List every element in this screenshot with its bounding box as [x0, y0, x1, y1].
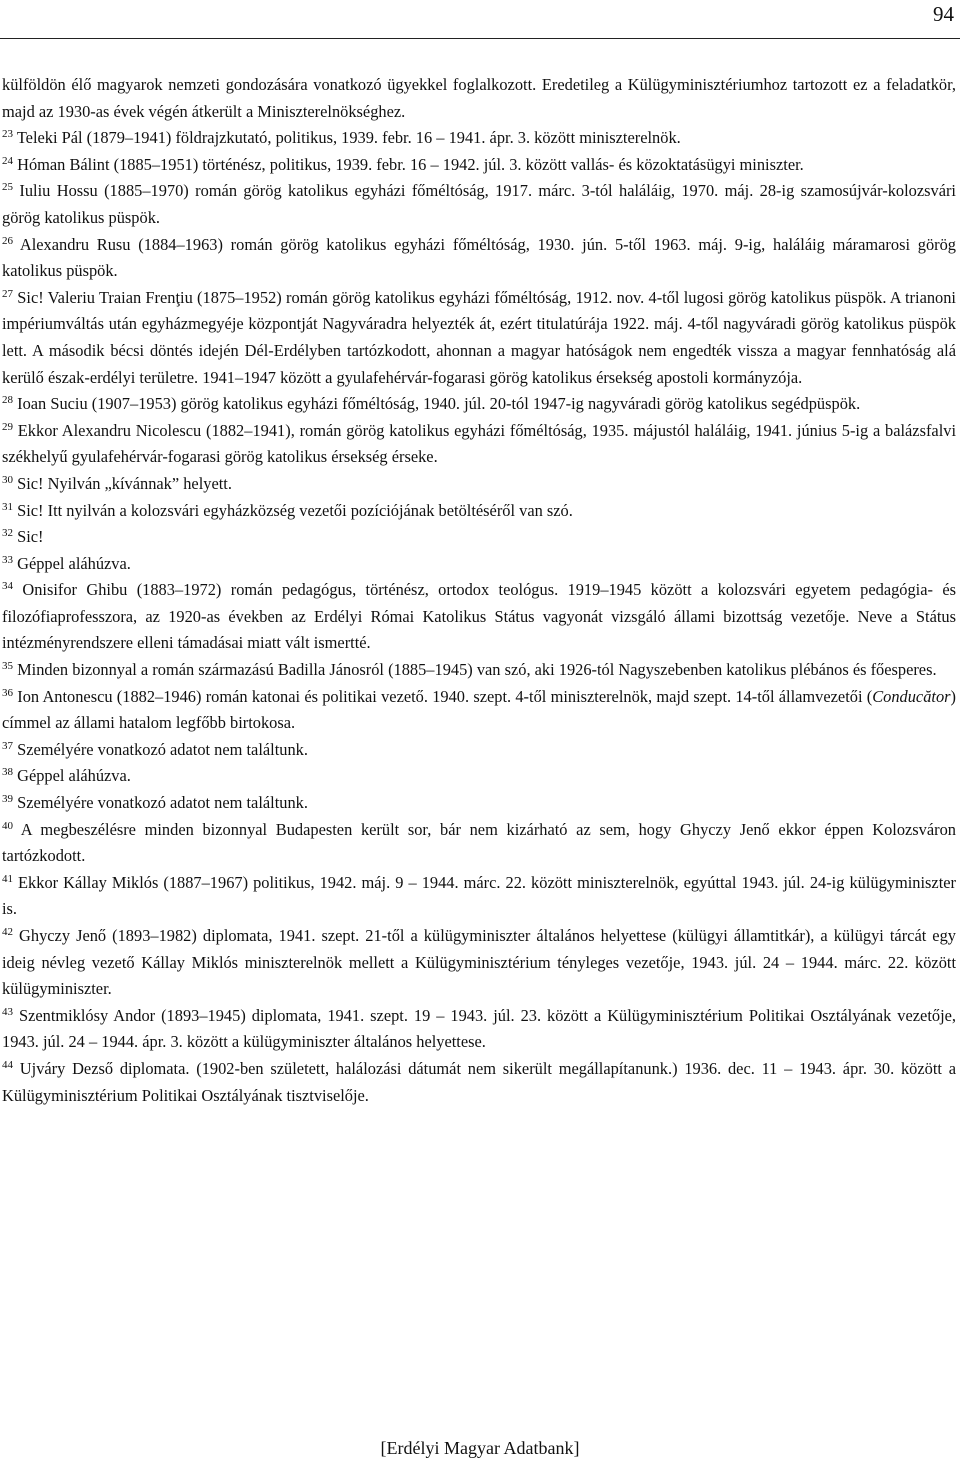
- footnote-number: 36: [2, 686, 13, 699]
- footnote-text: Személyére vonatkozó adatot nem találtunk.: [17, 739, 308, 759]
- footnote-number: 23: [2, 128, 13, 141]
- footnote: [2, 577, 956, 657]
- footnote-number: 29: [2, 420, 13, 433]
- footnote-text: Ion Antonescu (1882–1946) román katonai és politikai vezető. 1940. szept. 4-től miniszterelnök, majd szept. 14-től államvezetői (: [17, 686, 873, 706]
- footnote: [2, 551, 956, 578]
- footnote-number: 42: [2, 926, 13, 938]
- footnote-number: 40: [2, 819, 13, 832]
- footnote-text: Sic! Nyilván „kívánnak” helyett.: [17, 473, 232, 493]
- footnote: [2, 391, 956, 418]
- footnote-number: 24: [2, 154, 13, 167]
- footnote: [2, 684, 956, 737]
- footnote-number: 31: [2, 500, 13, 513]
- footnote-number: 33: [2, 553, 13, 566]
- footnote: [2, 1056, 956, 1109]
- footnote-text: Ioan Suciu (1907–1953) görög katolikus egyházi főméltóság, 1940. júl. 20-tól 1947-ig nagyváradi görög katolikus segédpüspök.: [17, 394, 861, 414]
- footnote-text: Sic!: [17, 527, 44, 547]
- footnote: [2, 125, 956, 152]
- footnote: [2, 790, 956, 817]
- footnote-text: Ghyczy Jenő (1893–1982) diplomata, 1941. szept. 21-től a külügyminiszter általános helyettese (külügyi államtitkár), a külügyi tárcát egy ideig névleg vezető Kállay Miklós miniszterelnök mellett a Külügyminisztérium tényleges vezetője, 1943. júl. 24 – 1944. márc. 22. között külügyminiszter.: [2, 926, 956, 999]
- footnote-number: 35: [2, 660, 13, 673]
- footnote: [2, 498, 956, 525]
- footnote-number: 44: [2, 1058, 13, 1071]
- footnote-text: A megbeszélésre minden bizonnyal Budapesten került sor, bár nem kizárható az sem, hogy Ghyczy Jenő ekkor éppen Kolozsváron tartózkodott.: [2, 819, 956, 866]
- footnote: [2, 524, 956, 551]
- footnote-number: 34: [2, 580, 13, 593]
- page-number: 94: [933, 2, 954, 26]
- footnote-number: 30: [2, 473, 13, 486]
- footnote-number: 37: [2, 739, 13, 752]
- footnote: [2, 471, 956, 498]
- footnote: [2, 870, 956, 923]
- footnote-text: Sic! Itt nyilván a kolozsvári egyházközség vezetői pozíciójának betöltéséről van szó.: [17, 500, 573, 520]
- footnote: [2, 152, 956, 179]
- footnote-number: 25: [2, 181, 13, 194]
- footnote: [2, 1003, 956, 1056]
- footnote: [2, 232, 956, 285]
- footnote-text: Iuliu Hossu (1885–1970) román görög katolikus egyházi főméltóság, 1917. márc. 3-tól haláláig, 1970. máj. 28-ig szamosújvár-kolozsvári görög katolikus püspök.: [2, 181, 956, 227]
- footnote-text: Ekkor Kállay Miklós (1887–1967) politikus, 1942. máj. 9 – 1944. márc. 22. között miniszterelnök, egyúttal 1943. júl. 24-ig külügyminiszter is.: [2, 872, 956, 919]
- footnote-number: 39: [2, 793, 13, 806]
- footnote-number: 43: [2, 1005, 13, 1018]
- footnote-text: Ujváry Dezső diplomata. (1902-ben született, halálozási dátumát nem sikerült megállapítanunk.) 1936. dec. 11 – 1943. ápr. 30. között a Külügyminisztérium Politikai Osztályának tisztviselője.: [2, 1058, 956, 1105]
- footnote-emphasis: Conducător: [872, 686, 951, 706]
- footnotes: [2, 72, 956, 1109]
- footnote: [2, 418, 956, 471]
- footnote-number: 41: [2, 872, 13, 885]
- footnote: [2, 285, 956, 391]
- footnote-text: Sic! Valeriu Traian Frenţiu (1875–1952) román görög katolikus egyházi főméltóság, 1912. nov. 4-től lugosi görög katolikus püspök. A trianoni impériumváltás után egyházmegyéje központját Nagyváradra helyezték át, ezért titulatúrája 1922. máj. 4-től nagyváradi görög katolikus püspök lett. A második bécsi döntés idején Dél-Erdélyben tartózkodott, ahonnan a magyar hatóságok nem engedték vissza a magyar fennhatóság alá kerülő észak-erdélyi területre. 1941–1947 között a gyulafehérvár-fogarasi görög katolikus érsekség apostoli kormányzója.: [2, 287, 956, 387]
- footnote-text: Minden bizonnyal a román származású Badilla Jánosról (1885–1945) van szó, aki 1926-tól Nagyszebenben katolikus plébános és főesperes.: [17, 660, 937, 680]
- footer-label: [Erdélyi Magyar Adatbank]: [380, 1438, 580, 1458]
- footnote: [2, 763, 956, 790]
- footnote-text: Alexandru Rusu (1884–1963) román görög katolikus egyházi főméltóság, 1930. jún. 5-től 1963. máj. 9-ig, haláláig máramarosi görög katolikus püspök.: [2, 234, 956, 281]
- footnote-text: Géppel aláhúzva.: [17, 766, 131, 786]
- footnote-text: Teleki Pál (1879–1941) földrajzkutató, politikus, 1939. febr. 16 – 1941. ápr. 3. között miniszterelnök.: [16, 128, 681, 148]
- footnote-text: Onisifor Ghibu (1883–1972) román pedagógus, történész, ortodox teológus. 1919–1945 között a kolozsvári egyetem pedagógia- és filozófiaprofesszora, az 1920-as években az Erdélyi Római Katolikus Státus vagyonát vizsgáló állami bizottság vezetője. Neve a Státus intézményrendszere elleni támadásai miatt vált ismertté.: [2, 580, 956, 653]
- footnote-number: 27: [2, 287, 13, 300]
- footnote-text: Ekkor Alexandru Nicolescu (1882–1941), román görög katolikus egyházi főméltóság, 1935. májustól haláláig, 1941. június 5-ig a balázsfalvi székhelyű gyulafehérvár-fogarasi görög katolikus érsekség érseke.: [2, 420, 956, 467]
- footnote-number: 32: [2, 527, 13, 540]
- footnote-text-continued: ) címmel az állami hatalom legfőbb birtokosa.: [2, 686, 956, 733]
- footnote: [2, 817, 956, 870]
- footnote-number: 26: [2, 234, 13, 247]
- footnote-text: Személyére vonatkozó adatot nem találtunk.: [17, 793, 308, 813]
- header-rule: [0, 38, 960, 39]
- footnote-number: 38: [2, 766, 13, 779]
- footnote: [2, 923, 956, 1003]
- intro-paragraph: külföldön élő magyarok nemzeti gondozására vonatkozó ügyekkel foglalkozott. Eredetileg a Külügyminisztériumhoz tartozott ez a feladatkör, majd az 1930-as évek végén átkerült a Miniszterelnökséghez.: [2, 75, 956, 121]
- footnote: [2, 737, 956, 764]
- footnote: [2, 657, 956, 684]
- footnote-number: 28: [2, 394, 13, 407]
- footnote-text: Szentmiklósy Andor (1893–1945) diplomata, 1941. szept. 19 – 1943. júl. 23. között a Külügyminisztérium Politikai Osztályának vezetője, 1943. júl. 24 – 1944. ápr. 3. között a külügyminiszter általános helyettese.: [2, 1005, 956, 1052]
- footnote: [2, 178, 956, 231]
- footnote-text: Géppel aláhúzva.: [17, 553, 131, 573]
- footnote-text: Hóman Bálint (1885–1951) történész, politikus, 1939. febr. 16 – 1942. júl. 3. között vallás- és közoktatásügyi miniszter.: [17, 154, 804, 174]
